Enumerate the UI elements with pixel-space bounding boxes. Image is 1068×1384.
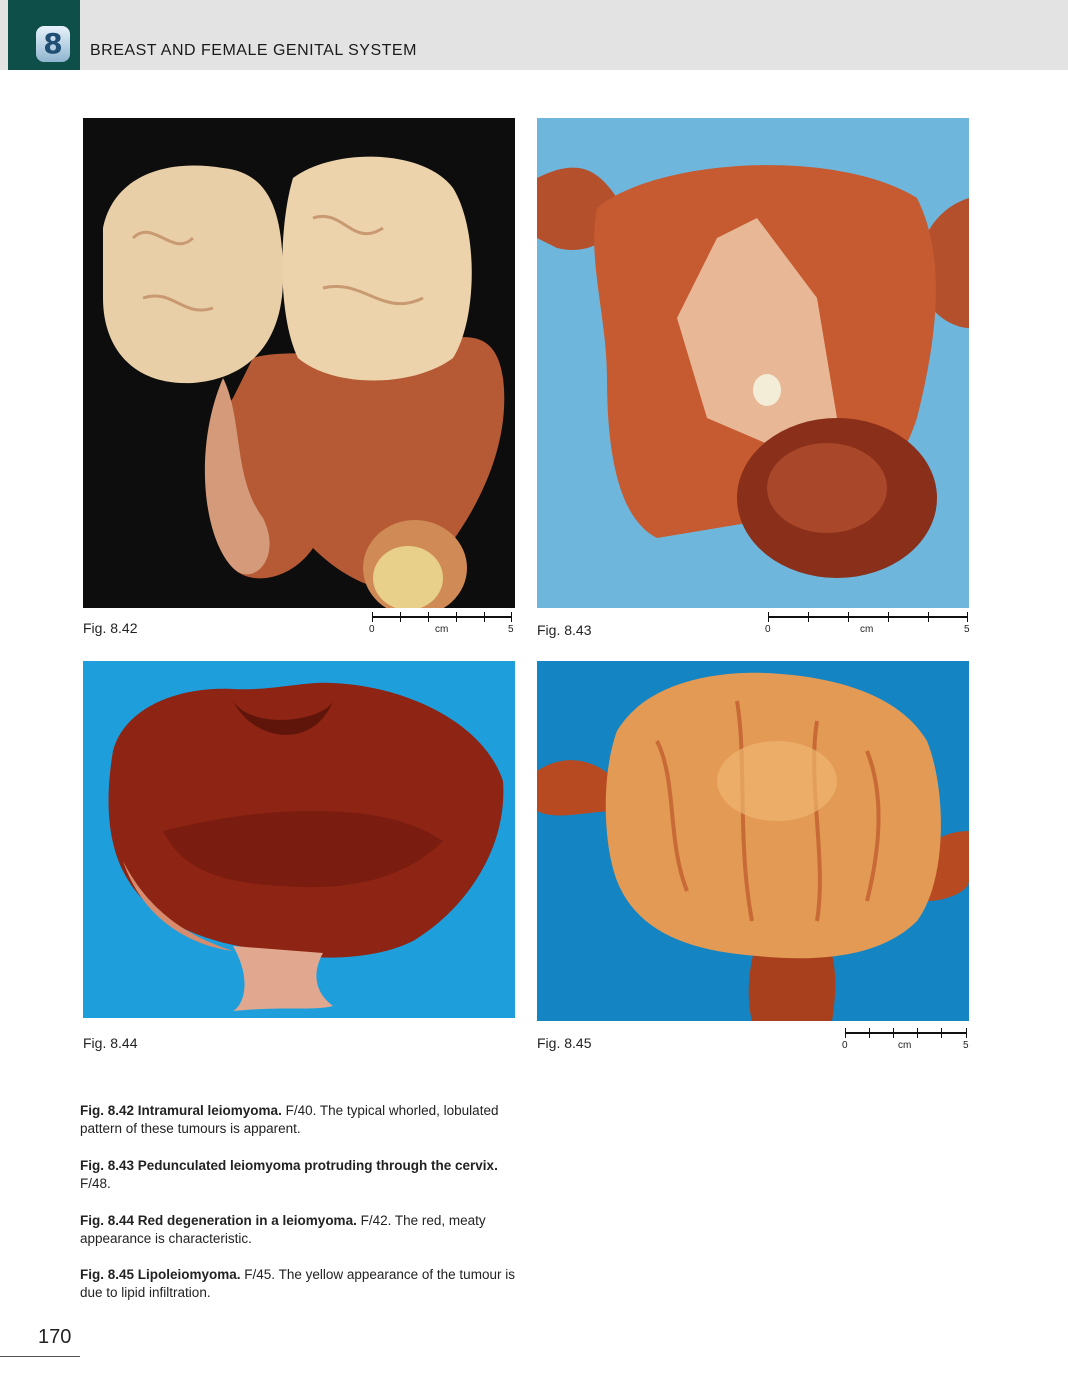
caption-fig-8-44	[80, 1212, 520, 1248]
caption-text: F/40. The typical whorled, lobulated pattern of these tumours is apparent.	[80, 1103, 499, 1136]
caption-title: Fig. 8.45 Lipoleiomyoma.	[80, 1267, 241, 1282]
scale-end: 5	[964, 624, 970, 635]
caption-text: F/45. The yellow appearance of the tumour is due to lipid infiltration.	[80, 1267, 515, 1300]
chapter-header	[0, 0, 1068, 70]
chapter-title: BREAST AND FEMALE GENITAL SYSTEM	[90, 42, 417, 59]
figure-8-45-image	[537, 661, 969, 1021]
scale-unit: cm	[435, 624, 449, 635]
scale-start: 0	[369, 624, 375, 635]
scale-start: 0	[842, 1040, 848, 1051]
figure-8-43-image	[537, 118, 969, 608]
chapter-number: 8	[36, 26, 70, 62]
figure-8-43-label: Fig. 8.43	[537, 622, 592, 638]
figure-8-44-image	[83, 661, 515, 1018]
figure-8-42-label: Fig. 8.42	[83, 620, 138, 636]
scale-bar-line	[768, 616, 968, 618]
caption-fig-8-42	[80, 1102, 520, 1138]
figure-8-45-label: Fig. 8.45	[537, 1035, 592, 1051]
scale-end: 5	[508, 624, 514, 635]
caption-text: F/48.	[80, 1176, 111, 1191]
caption-fig-8-43	[80, 1157, 520, 1193]
scale-bar-line	[372, 616, 512, 618]
caption-text: F/42. The red, meaty appearance is characteristic.	[80, 1213, 486, 1246]
scale-start: 0	[765, 624, 771, 635]
page-number-rule	[0, 1356, 80, 1357]
scale-end: 5	[963, 1040, 969, 1051]
scale-unit: cm	[860, 624, 874, 635]
page-number: 170	[38, 1326, 72, 1348]
chapter-badge	[8, 0, 80, 70]
caption-fig-8-45	[80, 1266, 520, 1302]
caption-title: Fig. 8.44 Red degeneration in a leiomyoma.	[80, 1213, 357, 1228]
figure-8-45-scale-bar	[842, 1028, 975, 1052]
caption-title: Fig. 8.43 Pedunculated leiomyoma protruding through the cervix.	[80, 1158, 498, 1173]
caption-title: Fig. 8.42 Intramural leiomyoma.	[80, 1103, 282, 1118]
figure-8-44-label: Fig. 8.44	[83, 1035, 138, 1051]
scale-bar-line	[845, 1032, 967, 1034]
figure-8-42-image	[83, 118, 515, 608]
figure-8-43-scale-bar	[765, 612, 978, 636]
scale-unit: cm	[898, 1040, 912, 1051]
figure-8-42-scale-bar	[369, 612, 522, 636]
